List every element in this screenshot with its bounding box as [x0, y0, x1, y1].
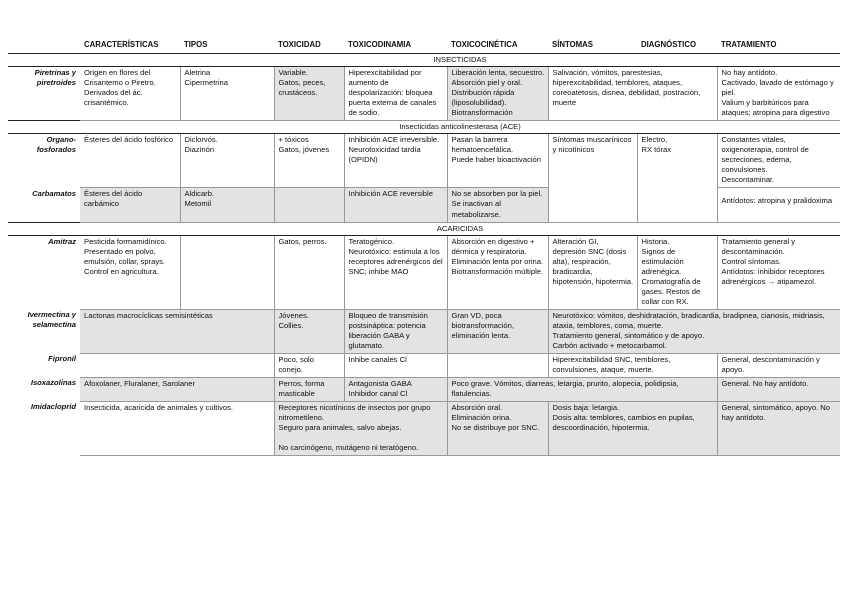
cell-caracteristicas: Origen en flores del Crisantemo o Piretro. Derivados del ác. crisantémico.: [80, 67, 180, 121]
cell-toxicodinamia: Inhibición ACE irreversible. Neurotoxicidad tardía (OPIDN): [344, 134, 447, 188]
cell-tratamiento: General, descontaminación y apoyo.: [717, 353, 840, 377]
header-caracteristicas: CARACTERÍSTICAS: [80, 38, 180, 54]
cell-tipos: [180, 235, 274, 309]
cell-diagnostico: Historia. Signos de estimulación adrenégica. Cromatografía de gases. Restos de collar con RX.: [637, 235, 717, 309]
section-insecticidas: INSECTICIDAS: [80, 54, 840, 67]
header-tratamiento: TRATAMIENTO: [717, 38, 840, 54]
header-tipos: TIPOS: [180, 38, 274, 54]
cell-sintomas: Hiperexcitabilidad SNC, temblores, convulsiones, ataque, muerte.: [548, 353, 717, 377]
cell-caracteristicas: Lactonas macrocíclicas semisintéticas: [80, 309, 274, 353]
cell-toxicidad: Receptores nicotínicos de insectos por grupo nitrometileno. Seguro para animales, salvo abejas. No carcinógeno, mutágeno ni teratógeno.: [274, 401, 447, 455]
cell-toxicodinamia: Bloqueo de transmisión postsináptica: potencia liberación GABA y glutamato.: [344, 309, 447, 353]
cell-toxicidad: Variable. Gatos, peces, crustáceos.: [274, 67, 344, 121]
cell-toxicodinamia: Teratogénico. Neurotóxico: estimula a los receptores adrenérgicos del SNC; inhibe MAO: [344, 235, 447, 309]
cell-toxicocinetica: Pasan la barrera hematoencefálica. Puede haber bioactivación: [447, 134, 548, 188]
header-toxicidad: TOXICIDAD: [274, 38, 344, 54]
cell-toxicocinetica: No se absorben por la piel. Se inactivan al metabolizarse.: [447, 188, 548, 222]
row-header-isoxazolinas: Isoxazolinas: [30, 378, 76, 388]
cell-caracteristicas: Ésteres del ácido carbámico: [80, 188, 180, 222]
header-diagnostico: DIAGNÓSTICO: [637, 38, 717, 54]
cell-toxicidad: Poco, solo conejo.: [274, 353, 344, 377]
cell-toxicidad: Jóvenes. Collies.: [274, 309, 344, 353]
cell-toxicidad: + tóxicos Gatos, jóvenes: [274, 134, 344, 188]
table-row: [8, 235, 840, 309]
row-header-carbamatos: Carbamatos: [32, 188, 76, 198]
cell-sintomas: Alteración GI, depresión SNC (dosis alta), respiración, bradicardia, hipotensión, hipotermia.: [548, 235, 637, 309]
cell-caracteristicas: [80, 353, 274, 377]
cell-sintomas: Neurotóxico: vómitos, deshidratación, bradicardia, bradipnea, cianosis, midriasis, ataxia, temblores, coma, muerte. Tratamiento general, sintomático y de apoyo. Carbón activado + metocarbamol.: [548, 309, 840, 353]
cell-sintomas: Dosis baja: letargia. Dosis alta: temblores, cambios en pupilas, descoordinación, hipotermia.: [548, 401, 717, 455]
cell-caracteristicas: Insecticida, acaricida de animales y cultivos.: [80, 401, 274, 455]
section-row: [8, 54, 840, 67]
cell-toxicodinamia: Inhibición ACE reversible: [344, 188, 447, 222]
header-empty: [8, 38, 80, 54]
cell-tipos: Aletrina Cipermetrina: [180, 67, 274, 121]
row-header-amitraz: Amitraz: [48, 236, 76, 246]
table-row: [8, 134, 840, 188]
cell-tratamiento: General. No hay antídoto.: [717, 377, 840, 401]
cell-tratamiento: Tratamiento general y descontaminación. Control síntomas. Antídotos: inhibidor receptores adrenérgicos → atipamezol.: [717, 235, 840, 309]
cell-diagnostico: Electro, RX tórax: [637, 134, 717, 222]
cell-tipos: Aldicarb. Metomil: [180, 188, 274, 222]
cell-caracteristicas: Pesticida formamidínico. Presentado en polvo, emulsión, collar, sprays. Control en agricultura.: [80, 235, 180, 309]
section-row: [8, 222, 840, 235]
table-row: [8, 67, 840, 121]
cell-toxicocinetica: Liberación lenta, secuestro. Absorción piel y oral. Distribución rápida (liposolubilidad). Biotransformación: [447, 67, 548, 121]
cell-toxicodinamia: Hiperexcitabilidad por aumento de despolarización: bloquea puerta externa de canales de sodio.: [344, 67, 447, 121]
table-row: [8, 309, 840, 353]
cell-tratamiento: No hay antídoto. Cactivado, lavado de estómago y piel. Valium y barbitúricos para ataques; atropina para digestivo: [717, 67, 840, 121]
section-acaricidas: ACARICIDAS: [80, 222, 840, 235]
cell-toxicodinamia: Inhibe canales Cl: [344, 353, 447, 377]
cell-toxicocinetica: Absorción en digestivo + dérmica y respiratoria. Eliminación lenta por orina. Biotransformación múltiple.: [447, 235, 548, 309]
toxicology-table: [8, 38, 840, 456]
cell-tratamiento: General, sintomático, apoyo. No hay antídoto.: [717, 401, 840, 455]
header-toxicocinetica: TOXICOCINÉTICA: [447, 38, 548, 54]
cell-toxicidad: Gatos, perros.: [274, 235, 344, 309]
header-sintomas: SÍNTOMAS: [548, 38, 637, 54]
cell-caracteristicas: Ésteres del ácido fosfórico: [80, 134, 180, 188]
cell-toxicodinamia: Antagonista GABA Inhibidor canal Cl: [344, 377, 447, 401]
cell-toxicidad: Perros, forma masticable: [274, 377, 344, 401]
table-row: [8, 353, 840, 377]
row-header-piretrinas: Piretrinas y piretroides: [34, 68, 76, 88]
row-header-imidacloprid: Imidacloprid: [30, 402, 76, 412]
section-ace: Insecticidas anticolinesterasa (ACE): [80, 121, 840, 134]
cell-caracteristicas: Afoxolaner, Fluralaner, Sarolaner: [80, 377, 274, 401]
table-row: [8, 401, 840, 455]
header-toxicodinamia: TOXICODINAMIA: [344, 38, 447, 54]
cell-toxicocinetica: Absorción oral. Eliminación orina. No se distribuye por SNC.: [447, 401, 548, 455]
row-header-ivermectina: Ivermectina y selamectina: [27, 310, 76, 330]
cell-tratamiento: Constantes vitales, oxigenoterapia, control de secreciones, edema, convulsiones. Descontaminar.: [717, 134, 840, 188]
cell-toxicocinetica: Poco grave. Vómitos, diarreas, letargia, prurito, alopecia, polidipsia, flatulencias.: [447, 377, 717, 401]
cell-toxicocinetica: [447, 353, 548, 377]
cell-toxicidad: [274, 188, 344, 222]
cell-sintomas: Síntomas muscarínicos y nicotínicos: [548, 134, 637, 222]
header-row: [8, 38, 840, 54]
row-header-fipronil: Fipronil: [48, 354, 76, 364]
table-row: [8, 377, 840, 401]
cell-sintomas: Salivación, vómitos, parestesias, hiperexcitabilidad, temblores, ataques, coreoatetosis, disnea, debilidad, postración, muerte: [548, 67, 717, 121]
cell-tratamiento: Antídotos: atropina y pralidoxima: [717, 188, 840, 222]
cell-toxicocinetica: Gran VD, poca biotransformación, eliminación lenta.: [447, 309, 548, 353]
section-row: [8, 121, 840, 134]
cell-tipos: Diclorvós. Diazinón: [180, 134, 274, 188]
row-header-organofosforados: Organo-fosforados: [36, 135, 76, 155]
